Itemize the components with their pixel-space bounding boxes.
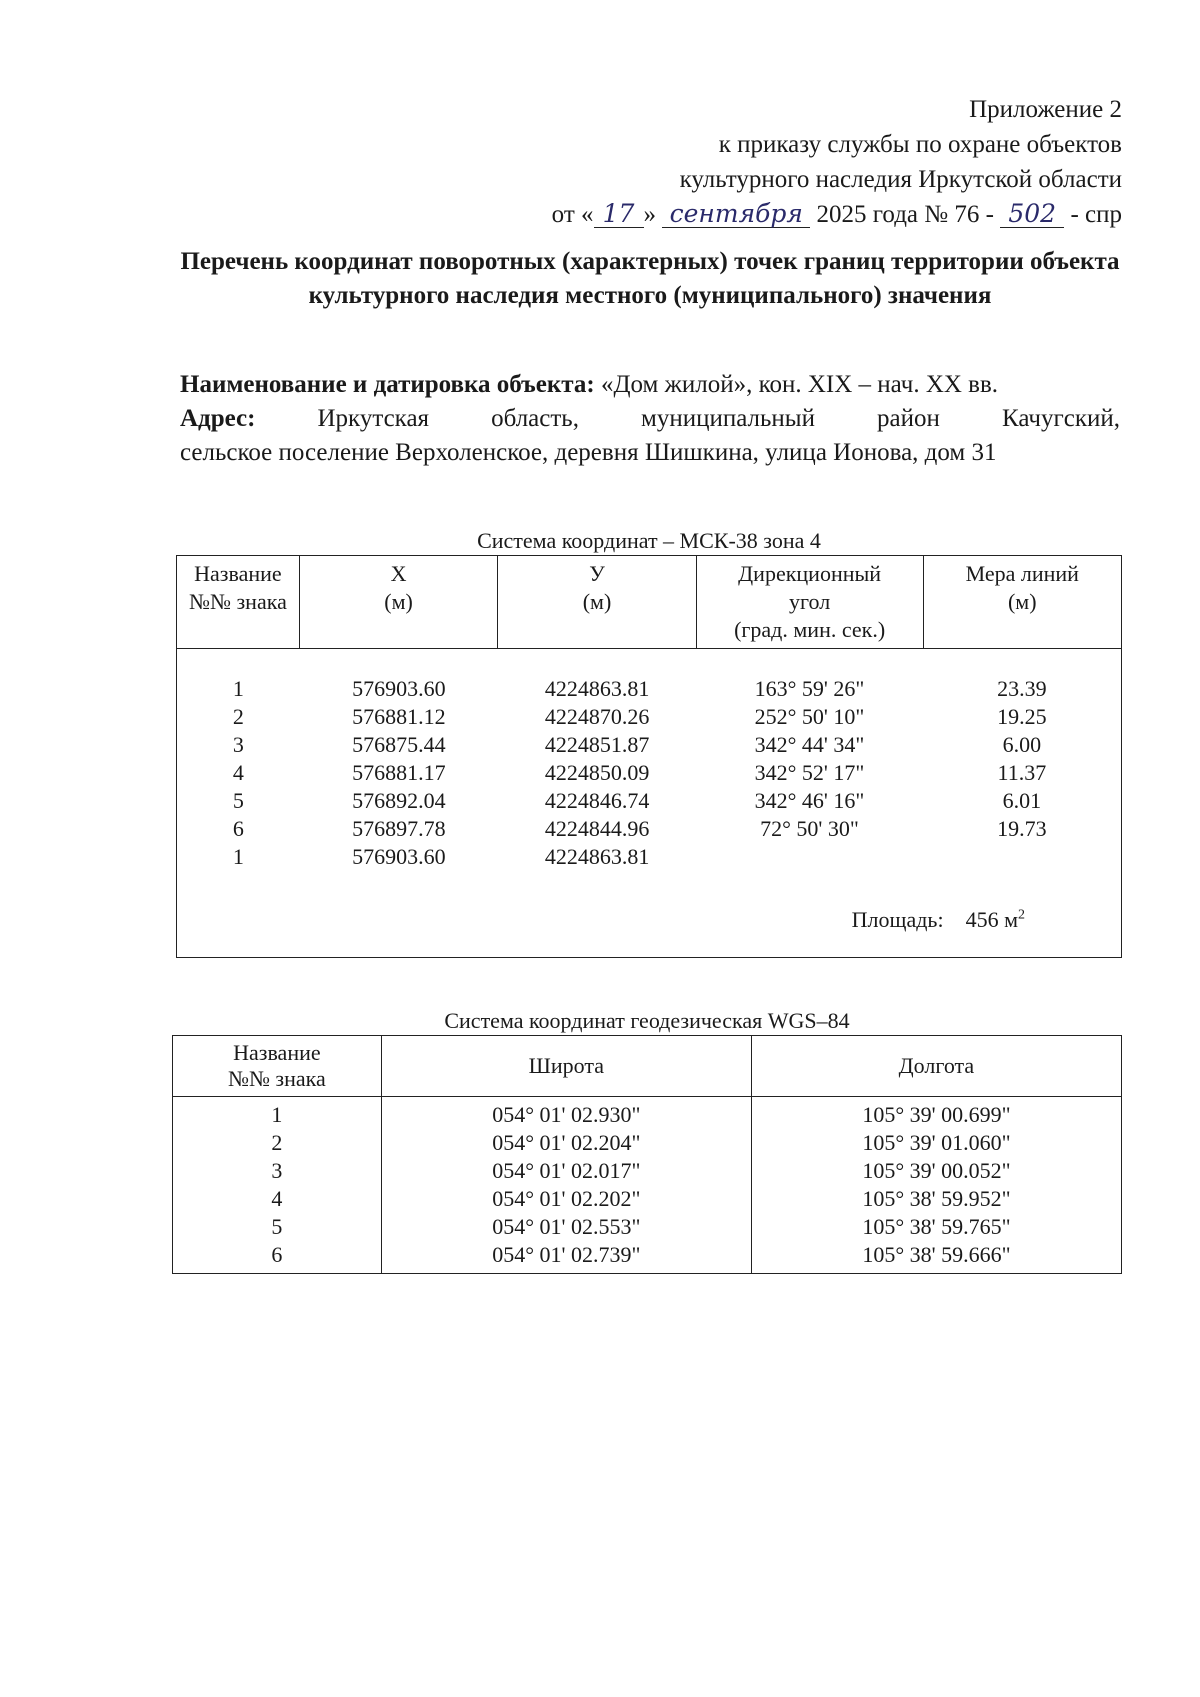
area-value: 456 м [965, 907, 1018, 932]
address-word: район [877, 405, 940, 432]
address-line-2: сельское поселение Верхоленское, деревня Шишкина, улица Ионова, дом 31 [180, 439, 997, 466]
direction-angle: 342° 52' 17" [754, 760, 865, 785]
table-row [177, 759, 1121, 787]
longitude: 105° 38' 59.666" [751, 1241, 1121, 1274]
handwritten-month: сентября [662, 201, 810, 228]
table-row [173, 1185, 1122, 1213]
area-line [177, 871, 1121, 957]
point-number: 6 [173, 1241, 382, 1274]
address-word: область, [491, 405, 579, 432]
direction-angle: 342° 46' 16" [754, 788, 865, 813]
appendix-header [422, 92, 1122, 232]
header-direction-angle: Дирекционный угол (град. мин. сек.) [696, 556, 923, 649]
table-row [177, 675, 1121, 703]
table-row [173, 1097, 1122, 1130]
header-latitude: Широта [381, 1036, 751, 1097]
point-number: 5 [173, 1213, 382, 1241]
line-length: 19.73 [997, 816, 1047, 841]
line-length [923, 843, 1121, 871]
date-prefix: от « [551, 201, 594, 228]
order-date-line [422, 197, 1122, 232]
latitude: 054° 01' 02.553" [381, 1213, 751, 1241]
object-name-line [180, 368, 1120, 402]
y-coordinate: 4224870.26 [544, 704, 650, 729]
x-coordinate: 576881.12 [352, 704, 446, 729]
y-coordinate: 4224863.81 [544, 844, 650, 869]
longitude: 105° 39' 00.052" [751, 1157, 1121, 1185]
latitude: 054° 01' 02.017" [381, 1157, 751, 1185]
point-number: 1 [232, 676, 244, 701]
table-row [177, 815, 1121, 843]
x-coordinate: 576897.78 [352, 816, 446, 841]
header-point-name: Название №№ знака [173, 1036, 382, 1097]
address-label: Адрес: [180, 405, 256, 432]
longitude: 105° 38' 59.765" [751, 1213, 1121, 1241]
address-word: муниципальный [641, 405, 815, 432]
wgs-coordinates-table [172, 1035, 1122, 1274]
x-coordinate: 576892.04 [352, 788, 446, 813]
longitude: 105° 39' 01.060" [751, 1129, 1121, 1157]
area-unit-superscript: 2 [1018, 907, 1025, 923]
point-number: 3 [232, 732, 244, 757]
header-y: У (м) [498, 556, 696, 649]
y-coordinate: 4224844.96 [544, 816, 650, 841]
x-coordinate: 576881.17 [352, 760, 446, 785]
direction-angle: 163° 59' 26" [754, 676, 865, 701]
msk-coordinates-table [176, 555, 1122, 958]
line-length: 6.00 [1002, 732, 1042, 757]
line-length: 23.39 [997, 676, 1047, 701]
longitude: 105° 39' 00.699" [751, 1097, 1121, 1130]
object-name-value: «Дом жилой», кон. XIX – нач. XX вв. [600, 371, 999, 398]
y-coordinate: 4224850.09 [544, 760, 650, 785]
appendix-number: Приложение 2 [969, 96, 1122, 123]
table-row [173, 1213, 1122, 1241]
table-row [177, 787, 1121, 815]
document-title: Перечень координат поворотных (характерных) точек границ территории объекта культурного наследия местного (муниципального) значения [180, 248, 1120, 309]
area-label: Площадь: [851, 907, 944, 932]
address-word: Качугский, [1001, 405, 1120, 432]
object-name-label: Наименование и датировка объекта: [180, 371, 595, 398]
longitude: 105° 38' 59.952" [751, 1185, 1121, 1213]
header-longitude: Долгота [751, 1036, 1121, 1097]
x-coordinate: 576875.44 [352, 732, 446, 757]
authority-name: культурного наследия Иркутской области [679, 166, 1122, 193]
wgs-caption: Система координат геодезическая WGS–84 [444, 1008, 850, 1033]
line-length: 19.25 [997, 704, 1047, 729]
y-coordinate: 4224846.74 [544, 788, 650, 813]
address-line-1 [180, 402, 1120, 436]
latitude: 054° 01' 02.202" [381, 1185, 751, 1213]
point-number: 6 [232, 816, 244, 841]
date-suffix: 2025 года № 76 - [816, 201, 994, 228]
direction-angle: 342° 44' 34" [754, 732, 865, 757]
order-suffix: - спр [1070, 201, 1122, 228]
header-point-name: Название №№ знака [177, 556, 300, 649]
table-row [173, 1241, 1122, 1274]
table-row [177, 703, 1121, 731]
header-x: Х (м) [299, 556, 497, 649]
table-row [177, 843, 1121, 871]
point-number: 5 [232, 788, 244, 813]
direction-angle: 72° 50' 30" [760, 816, 859, 841]
table-row [173, 1157, 1122, 1185]
msk-caption: Система координат – МСК-38 зона 4 [477, 528, 821, 553]
address-word: Иркутская [317, 405, 430, 432]
handwritten-day: 17 [594, 201, 644, 228]
line-length: 6.01 [1002, 788, 1042, 813]
msk-body [177, 649, 1122, 958]
latitude: 054° 01' 02.204" [381, 1129, 751, 1157]
direction-angle [696, 843, 923, 871]
direction-angle: 252° 50' 10" [754, 704, 865, 729]
latitude: 054° 01' 02.739" [381, 1241, 751, 1274]
table-row [173, 1129, 1122, 1157]
wgs-header-row [173, 1036, 1122, 1097]
object-info [180, 368, 1120, 470]
order-reference: к приказу службы по охране объектов [718, 131, 1122, 158]
point-number: 2 [173, 1129, 382, 1157]
date-mid: » [643, 201, 657, 228]
x-coordinate: 576903.60 [352, 844, 446, 869]
point-number: 4 [173, 1185, 382, 1213]
point-number: 1 [173, 1097, 382, 1130]
point-number: 1 [232, 844, 244, 869]
header-line-length: Мера линий (м) [923, 556, 1121, 649]
x-coordinate: 576903.60 [352, 676, 446, 701]
point-number: 2 [232, 704, 244, 729]
y-coordinate: 4224863.81 [544, 676, 650, 701]
msk-header-row [177, 556, 1122, 649]
y-coordinate: 4224851.87 [544, 732, 650, 757]
msk-rows [177, 675, 1121, 871]
latitude: 054° 01' 02.930" [381, 1097, 751, 1130]
point-number: 4 [232, 760, 244, 785]
line-length: 11.37 [997, 760, 1047, 785]
handwritten-order-number: 502 [1000, 201, 1064, 228]
point-number: 3 [173, 1157, 382, 1185]
table-row [177, 731, 1121, 759]
